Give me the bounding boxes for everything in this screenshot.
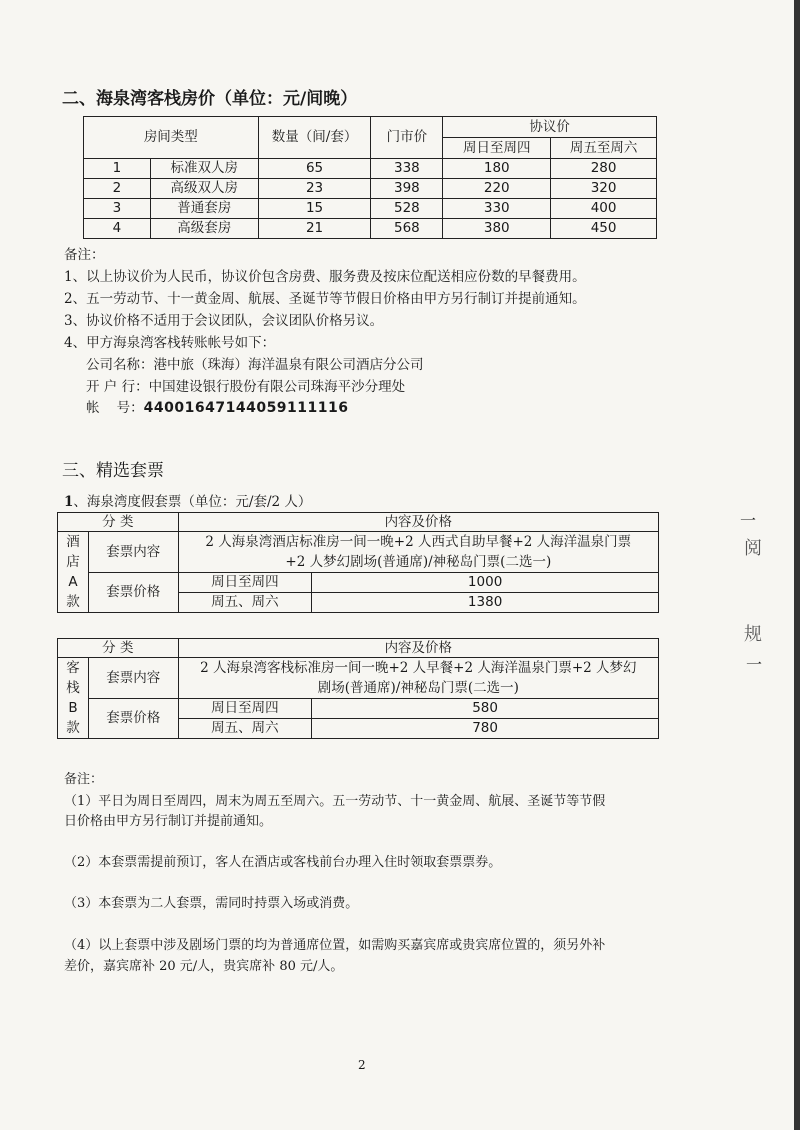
table-row: [84, 219, 657, 239]
package-b-table: [57, 638, 659, 739]
content-header: 内容及价格: [178, 639, 658, 658]
row-number: 4: [84, 219, 151, 239]
subtitle-text: 、海泉湾度假套票（单位：元/套/2 人）: [73, 494, 312, 510]
category-header: 分 类: [58, 513, 179, 532]
header-fri-sat: 周五至周六: [551, 138, 657, 159]
notes-title: 备注：: [64, 247, 105, 263]
sun-thu-price-cell: 330: [443, 199, 551, 219]
header-agreement: 协议价: [443, 117, 657, 138]
bank-company-line: [86, 353, 424, 373]
package-a-table: [57, 512, 659, 613]
fri-sat-price-cell: 450: [551, 219, 657, 239]
quantity-cell: 15: [258, 199, 371, 219]
note-2: （2）本套票需提前预订，客人在酒店或客栈前台办理入住时领取套票票券。: [64, 855, 502, 870]
row-number: 1: [84, 159, 151, 179]
page-number: 2: [358, 1058, 366, 1072]
note-1-line-2: 日价格由甲方另行制订并提前通知。: [64, 814, 273, 829]
margin-mark: 规: [744, 624, 762, 645]
content-label: 套票内容: [88, 532, 178, 573]
row-number: 3: [84, 199, 151, 219]
category-header: 分 类: [58, 639, 179, 658]
room-type-cell: 高级双人房: [150, 179, 258, 199]
bank-name: 中国建设银行股份有限公司珠海平沙分理处: [148, 379, 406, 395]
fri-sat-price-cell: 280: [551, 159, 657, 179]
subtitle-number: 1: [64, 494, 74, 510]
account-label: 帐 号：: [86, 400, 144, 416]
header-sun-thu: 周日至周四: [443, 138, 551, 159]
rack-rate-cell: 568: [371, 219, 443, 239]
package-content: 2 人海泉湾客栈标准房一间一晚+2 人早餐+2 人海洋温泉门票+2 人梦幻 剧场(普通席)/神秘岛门票(二选一): [178, 658, 658, 699]
table-row: [84, 179, 657, 199]
note-item: 4、甲方海泉湾客栈转账帐号如下：: [64, 335, 276, 351]
weekday-label: 周日至周四: [178, 699, 312, 719]
weekend-price: 780: [312, 719, 659, 739]
sun-thu-price-cell: 180: [443, 159, 551, 179]
header-room-type: 房间类型: [84, 117, 259, 159]
margin-mark: 阅: [744, 538, 762, 559]
company-label: 公司名称：: [86, 357, 154, 373]
account-number: 44001647144059111116: [143, 400, 349, 416]
fri-sat-price-cell: 400: [551, 199, 657, 219]
weekday-price: 1000: [312, 573, 659, 593]
rack-rate-cell: 338: [371, 159, 443, 179]
package-content: 2 人海泉湾酒店标准房一间一晚+2 人西式自助早餐+2 人海洋温泉门票 +2 人梦幻剧场(普通席)/神秘岛门票(二选一): [178, 532, 658, 573]
bank-name-line: [86, 375, 405, 395]
section-3-title: 三、精选套票: [62, 461, 164, 481]
sun-thu-price-cell: 220: [443, 179, 551, 199]
header-quantity: 数量（间/套）: [258, 117, 371, 159]
rack-rate-cell: 528: [371, 199, 443, 219]
notes-title: 备注：: [64, 772, 104, 787]
note-1-line-1: （1）平日为周日至周四，周末为周五至周六。五一劳动节、十一黄金周、航展、圣诞节等节假: [64, 794, 606, 809]
margin-mark: 一: [740, 511, 757, 530]
room-type-cell: 标准双人房: [150, 159, 258, 179]
table-row: [84, 199, 657, 219]
content-label: 套票内容: [88, 658, 178, 699]
package-a-side-label: 酒 店 A 款: [58, 532, 89, 613]
weekend-price: 1380: [312, 593, 659, 613]
package-subtitle: [64, 490, 311, 510]
section-2-title: 二、海泉湾客栈房价（单位：元/间晚）: [62, 89, 358, 109]
bank-account-line: [86, 396, 349, 416]
weekday-label: 周日至周四: [178, 573, 312, 593]
quantity-cell: 21: [258, 219, 371, 239]
room-type-cell: 高级套房: [150, 219, 258, 239]
sun-thu-price-cell: 380: [443, 219, 551, 239]
quantity-cell: 23: [258, 179, 371, 199]
room-price-table: [83, 116, 657, 239]
note-3: （3）本套票为二人套票，需同时持票入场或消费。: [64, 896, 359, 911]
content-header: 内容及价格: [178, 513, 658, 532]
fri-sat-price-cell: 320: [551, 179, 657, 199]
note-item: 1、以上协议价为人民币，协议价包含房费、服务费及按床位配送相应份数的早餐费用。: [64, 269, 586, 285]
bank-label: 开 户 行：: [86, 379, 149, 395]
quantity-cell: 65: [258, 159, 371, 179]
weekday-price: 580: [312, 699, 659, 719]
weekend-label: 周五、周六: [178, 719, 312, 739]
margin-mark: 一: [746, 655, 763, 674]
note-item: 2、五一劳动节、十一黄金周、航展、圣诞节等节假日价格由甲方另行制订并提前通知。: [64, 291, 586, 307]
package-b-side-label: 客 栈 B 款: [58, 658, 89, 739]
rack-rate-cell: 398: [371, 179, 443, 199]
note-4-line-1: （4）以上套票中涉及剧场门票的均为普通席位置，如需购买嘉宾席或贵宾席位置的，须另外补: [64, 938, 606, 953]
row-number: 2: [84, 179, 151, 199]
note-item: 3、协议价格不适用于会议团队，会议团队价格另议。: [64, 313, 384, 329]
price-label: 套票价格: [88, 573, 178, 613]
company-name: 港中旅（珠海）海洋温泉有限公司酒店分公司: [153, 357, 424, 373]
weekend-label: 周五、周六: [178, 593, 312, 613]
header-rack-rate: 门市价: [371, 117, 443, 159]
scan-edge: [794, 0, 800, 1130]
note-4-line-2: 差价，嘉宾席补 20 元/人，贵宾席补 80 元/人。: [64, 959, 344, 974]
room-type-cell: 普通套房: [150, 199, 258, 219]
table-row: [84, 159, 657, 179]
price-label: 套票价格: [88, 699, 178, 739]
